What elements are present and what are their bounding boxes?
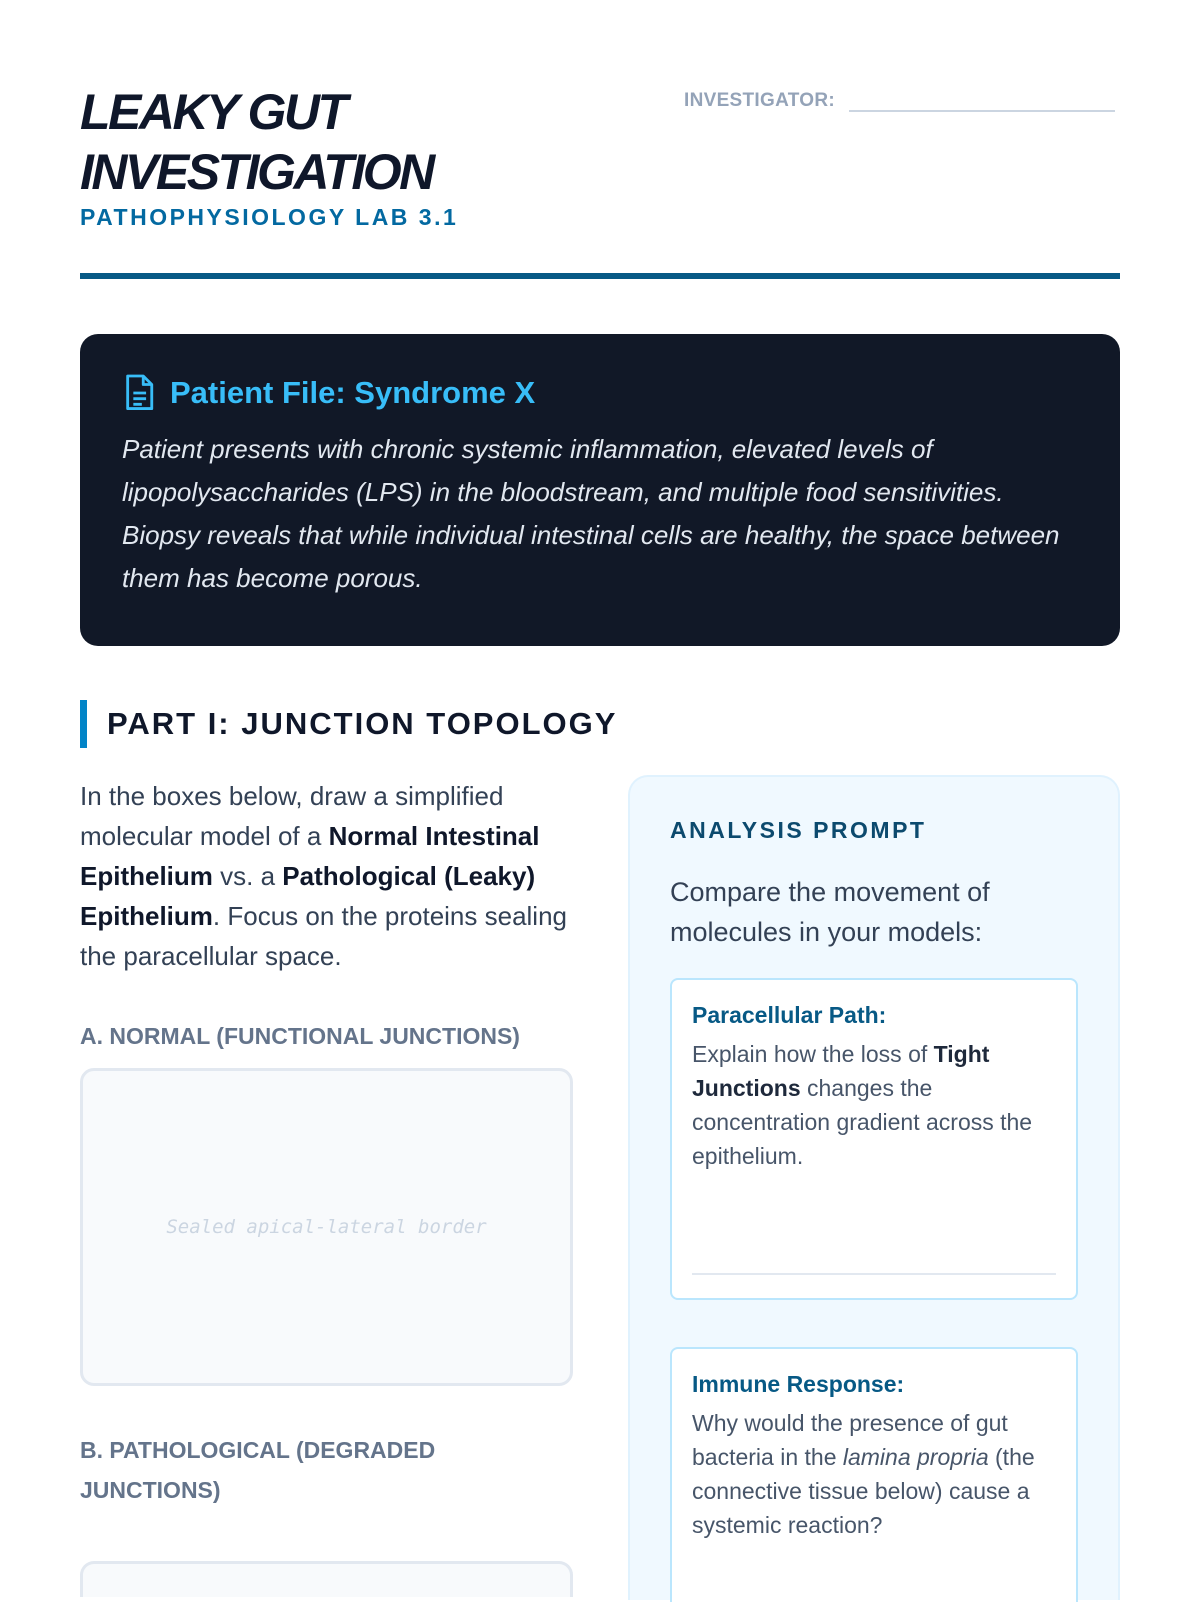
patient-file-title: Patient File: Syndrome X: [170, 375, 536, 410]
title-line-1: LEAKY GUT: [80, 84, 346, 140]
section-heading: PART I: JUNCTION TOPOLOGY: [80, 700, 617, 748]
page-title: [80, 82, 433, 202]
patient-file-card: [80, 334, 1120, 646]
title-line-2: INVESTIGATION: [80, 144, 433, 200]
question-title: Paracellular Path:: [692, 1002, 887, 1028]
header-divider: [80, 273, 1120, 279]
pathological-drawing-box[interactable]: [80, 1561, 573, 1597]
analysis-panel: [628, 775, 1120, 1600]
question-title: Immune Response:: [692, 1371, 905, 1397]
instructions: In the boxes below, draw a simplified molecular model of a Normal Intestinal Epithelium vs. a Pathological (Leaky) Epithelium. Focus on the proteins sealing the paracellular space.: [80, 781, 568, 971]
investigator-field: [684, 84, 1115, 112]
investigator-input[interactable]: [849, 84, 1115, 112]
question-card-immune: [670, 1347, 1078, 1602]
page-subtitle: PATHOPHYSIOLOGY LAB 3.1: [80, 204, 459, 230]
box-a-label: A. NORMAL (FUNCTIONAL JUNCTIONS): [80, 1023, 520, 1049]
box-b-label: B. PATHOLOGICAL (DEGRADED JUNCTIONS): [80, 1437, 436, 1503]
investigator-label: INVESTIGATOR:: [684, 90, 835, 111]
drawing-column: [80, 776, 573, 1510]
question-card-paracellular: [670, 978, 1078, 1300]
patient-description: Patient presents with chronic systemic inflammation, elevated levels of lipopolysaccharides (LPS) in the bloodstream, and multiple food sensitivities. Biopsy reveals that while individual intestinal cells are healthy, the space between them has become porous.: [122, 434, 1060, 593]
answer-line[interactable]: [692, 1273, 1056, 1275]
document-icon: [122, 374, 156, 412]
analysis-intro: Compare the movement of molecules in your models:: [670, 877, 990, 947]
question-text: Explain how the loss of Tight Junctions changes the concentration gradient across the epithelium.: [692, 1041, 1033, 1169]
question-text: Why would the presence of gut bacteria in the lamina propria (the connective tissue below) cause a systemic reaction?: [692, 1410, 1035, 1538]
drawing-hint: Sealed apical-lateral border: [166, 1216, 487, 1238]
normal-drawing-box[interactable]: [80, 1068, 573, 1386]
analysis-title: ANALYSIS PROMPT: [670, 817, 927, 843]
